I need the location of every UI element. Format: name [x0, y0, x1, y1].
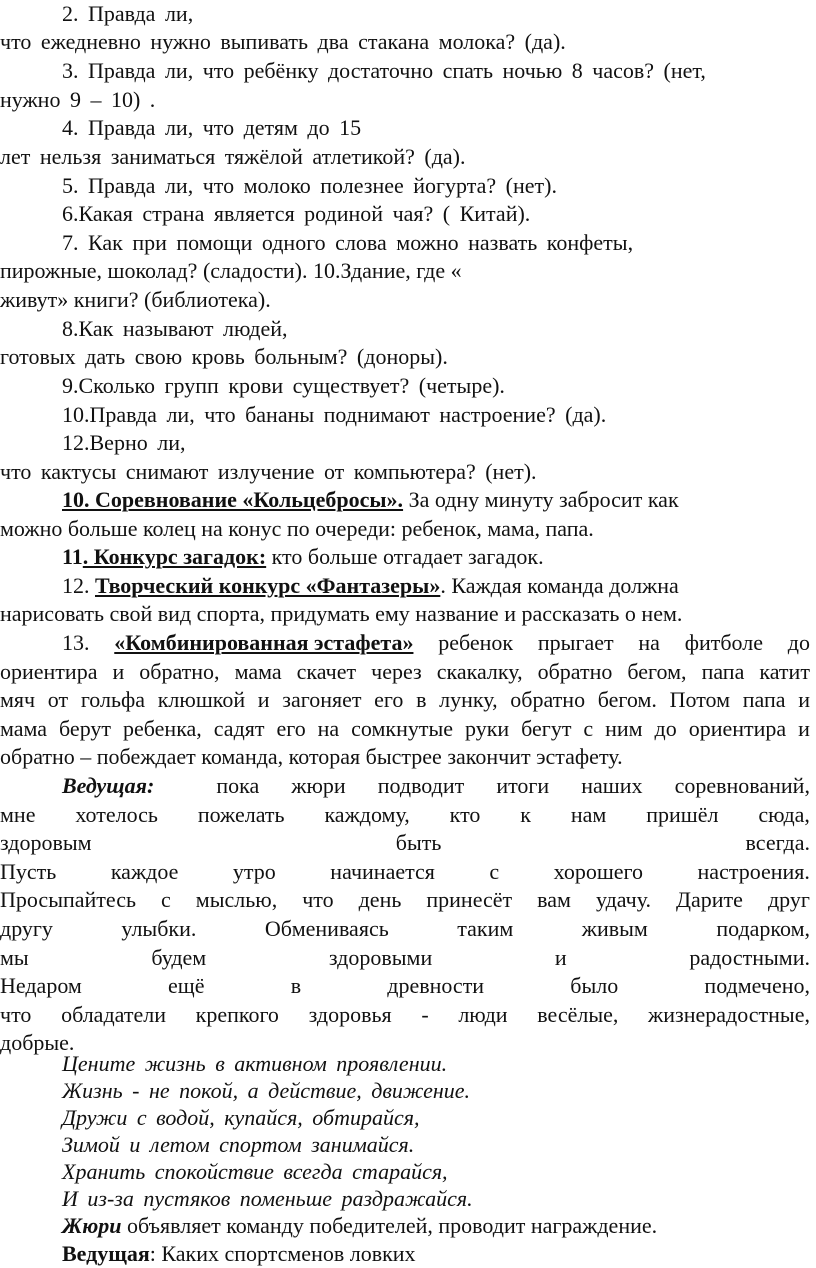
host-word: нам: [570, 802, 607, 827]
host-speech-line-3: [0, 829, 816, 857]
host-word: Дарите: [676, 887, 743, 912]
contest-13-word: и: [257, 687, 270, 712]
contest-13-word: бегом,: [627, 659, 687, 684]
contest-13-word: от: [47, 687, 69, 712]
contest-13-word: клюшкой: [157, 687, 246, 712]
host-word: мы: [0, 945, 29, 970]
host-word: всегда.: [745, 830, 810, 855]
contest-12-line-2: нарисовать свой вид спорта, придумать ему название и рассказать о нем.: [0, 601, 683, 626]
host-word: друг: [767, 887, 810, 912]
host-speech-line-1: [0, 772, 816, 800]
jury-line: [0, 1212, 816, 1240]
host-word: подмечено,: [704, 973, 810, 998]
contest-12-text: . Каждая команда должна: [440, 573, 679, 598]
contest-13-line-2: [0, 658, 816, 686]
question-7-line-3: живут» книги? (библиотека).: [0, 287, 271, 312]
contest-10-line-2: можно больше колец на конус по очереди: ребенок, мама, папа.: [0, 516, 594, 541]
host-word: с: [489, 859, 500, 884]
host-word: и: [554, 945, 567, 970]
host-speech-line-4: [0, 858, 816, 886]
host-word: подводит: [377, 773, 465, 798]
host-label: Ведущая:: [62, 773, 155, 798]
contest-13-word: до: [787, 630, 810, 655]
contest-13-word: обратно: [510, 687, 586, 712]
host-word: мыслью,: [195, 887, 278, 912]
host-word: радостными.: [689, 945, 810, 970]
host-word: Обмениваясь: [264, 916, 389, 941]
host-word: наших: [581, 773, 643, 798]
host-word: жюри: [291, 773, 346, 798]
contest-10-title: 10. Соревнование «Кольцебросы».: [62, 487, 404, 512]
contest-13-word: папа: [701, 659, 745, 684]
contest-13-word: в: [416, 687, 427, 712]
host-speech-line-8: [0, 972, 816, 1000]
contest-13-word: лунку,: [439, 687, 498, 712]
host-word: здоровыми: [328, 945, 433, 970]
question-6: 6.Какая страна является родиной чая? ( Китай).: [62, 201, 531, 226]
contest-12-line-1: [0, 572, 816, 600]
contest-13-word: мама: [0, 716, 48, 741]
contest-13-line-5: обратно – побеждает команда, которая быстрее закончит эстафету.: [0, 744, 623, 769]
host-word: древности: [387, 973, 485, 998]
jury-text: объявляет команду победителей, проводит награждение.: [121, 1213, 658, 1238]
host-word: каждому,: [324, 802, 410, 827]
contest-13-word: сомкнутые: [351, 716, 454, 741]
host-speech-line-2: [0, 801, 816, 829]
question-7-line-1: 7. Как при помощи одного слова можно назвать конфеты,: [62, 230, 634, 255]
contest-13-word: загоняет: [282, 687, 362, 712]
contest-12-number: 12.: [62, 573, 95, 598]
question-3-line-1: 3. Правда ли, что ребёнку достаточно спать ночью 8 часов? (нет,: [62, 58, 706, 83]
contest-13-word: фитболе: [684, 630, 763, 655]
contest-11-line: [0, 543, 816, 571]
host-word: ещё: [168, 973, 205, 998]
contest-13-word: прыгает: [537, 630, 614, 655]
host-word: день: [358, 887, 402, 912]
host-speech-line-7: [0, 944, 816, 972]
host-word: в: [290, 973, 302, 998]
host-word: к: [520, 802, 531, 827]
contest-13-word: обратно: [537, 659, 613, 684]
host-word: крепкого: [195, 1002, 279, 1027]
contest-13-line-1: [0, 629, 816, 657]
contest-13-word: обратно,: [139, 659, 220, 684]
contest-12-title: Творческий конкурс «Фантазеры»: [95, 573, 441, 598]
host-word: принесёт: [426, 887, 513, 912]
question-8-line-1: 8.Как называют людей,: [62, 316, 288, 341]
host-word: что: [302, 887, 334, 912]
host-word: будем: [151, 945, 207, 970]
host-word: хорошего: [553, 859, 644, 884]
question-4-line-2: лет нельзя заниматься тяжёлой атлетикой? (да).: [0, 144, 466, 169]
host-word: -: [421, 1002, 429, 1027]
question-7-line-2: пирожные, шоколад? (сладости). 10.Здание, где «: [0, 258, 462, 283]
host-word: пока: [216, 773, 260, 798]
contest-13-word: до: [654, 716, 677, 741]
contest-13-line-4: [0, 715, 816, 743]
host-speech-line-5: [0, 886, 816, 914]
contest-13-word: на: [317, 716, 340, 741]
contest-13-word: ним: [605, 716, 643, 741]
contest-13-word: его: [374, 687, 404, 712]
question-12-line-2: что кактусы снимают излучение от компьютера? (нет).: [0, 459, 537, 484]
poem-line-1: Цените жизнь в активном проявлении.: [62, 1051, 448, 1076]
host-word: удачу.: [595, 887, 652, 912]
contest-13-word: руки: [465, 716, 510, 741]
host-word: хотелось: [75, 802, 158, 827]
poem-line-3: Дружи с водой, купайся, обтирайся,: [62, 1105, 420, 1130]
contest-13-word: ориентира: [688, 716, 787, 741]
contest-13-number: 13.: [62, 630, 90, 655]
host-word: улыбки.: [121, 916, 197, 941]
question-9: 9.Сколько групп крови существует? (четыре).: [62, 373, 505, 398]
host-word: сюда,: [758, 802, 810, 827]
host-word: весёлые,: [537, 1002, 619, 1027]
jury-label: Жюри: [62, 1213, 122, 1238]
host-word: утро: [232, 859, 276, 884]
question-12-line-1: 12.Верно ли,: [62, 430, 186, 455]
contest-13-title: «Комбинированная эстафета»: [114, 630, 414, 655]
contest-13-word: гольфа: [80, 687, 146, 712]
host-word: Недаром: [0, 973, 82, 998]
host-word: живым: [581, 916, 648, 941]
poem-line-4: Зимой и летом спортом занимайся.: [62, 1132, 415, 1157]
host-word: мне: [0, 802, 36, 827]
host-word: Пусть: [0, 859, 57, 884]
poem-line-6: И из-за пустяков поменьше раздражайся.: [62, 1186, 473, 1211]
host-word: Просыпайтесь: [0, 887, 137, 912]
question-10: 10.Правда ли, что бананы поднимают настроение? (да).: [62, 402, 607, 427]
contest-10-text: За одну минуту забросит как: [403, 487, 679, 512]
host-word: жизнерадостные,: [648, 1002, 810, 1027]
host-speech-line-10: добрые.: [0, 1030, 75, 1055]
contest-11-title: . Конкурс загадок:: [82, 544, 267, 569]
host-word: люди: [458, 1002, 508, 1027]
poem-line-2: Жизнь - не покой, а действие, движение.: [62, 1078, 471, 1103]
contest-13-word: через: [371, 659, 422, 684]
host-word: каждое: [110, 859, 179, 884]
host-word: итоги: [496, 773, 550, 798]
poem-line-5: Хранить спокойствие всегда старайся,: [62, 1159, 448, 1184]
question-2-line-2: что ежедневно нужно выпивать два стакана молока? (да).: [0, 29, 566, 54]
host-word: другу: [0, 916, 53, 941]
contest-13-word: и: [798, 716, 810, 741]
host-word: пришёл: [646, 802, 719, 827]
host-speech-line-9: [0, 1001, 816, 1029]
contest-13-word: ребенка,: [122, 716, 202, 741]
host-word: что: [0, 1002, 32, 1027]
contest-13-word: мама: [234, 659, 282, 684]
contest-13-word: его: [276, 716, 306, 741]
contest-13-word: берут: [59, 716, 112, 741]
contest-13-word: Потом: [669, 687, 731, 712]
question-8-line-2: готовых дать свою кровь больным? (доноры).: [0, 344, 448, 369]
contest-13-word: ребенок: [438, 630, 514, 655]
contest-13-word: с: [583, 716, 594, 741]
host-word: настроения.: [697, 859, 810, 884]
contest-11-number: 11: [62, 544, 83, 569]
question-2-line-1: 2. Правда ли,: [62, 1, 194, 26]
contest-13-word: ориентира: [0, 659, 98, 684]
host-word: обладатели: [61, 1002, 166, 1027]
question-5: 5. Правда ли, что молоко полезнее йогурта? (нет).: [62, 173, 557, 198]
question-4-line-1: 4. Правда ли, что детям до 15: [62, 115, 362, 140]
contest-13-line-3: [0, 686, 816, 714]
contest-11-text: кто больше отгадает загадок.: [266, 544, 544, 569]
host-word: пожелать: [197, 802, 285, 827]
host-word: вам: [537, 887, 571, 912]
contest-13-word: и: [798, 687, 810, 712]
host-word: таким: [457, 916, 514, 941]
contest-13-word: бегут: [521, 716, 572, 741]
contest-13-word: папа: [742, 687, 786, 712]
host-word: здоровья: [308, 1002, 392, 1027]
host-word: быть: [395, 830, 442, 855]
contest-13-word: и: [112, 659, 125, 684]
host-word: кто: [449, 802, 481, 827]
host-closing-line: [0, 1240, 816, 1268]
contest-13-word: катит: [759, 659, 810, 684]
contest-13-word: скачет: [296, 659, 357, 684]
contest-13-word: садят: [213, 716, 265, 741]
host-word: подарком,: [716, 916, 810, 941]
host-word: с: [161, 887, 171, 912]
host-word: начинается: [330, 859, 435, 884]
host-speech-line-6: [0, 915, 816, 943]
host-word: было: [570, 973, 619, 998]
contest-10-line-1: [0, 486, 816, 514]
host-closing-label: Ведущая: [62, 1241, 150, 1266]
contest-13-word: на: [638, 630, 660, 655]
contest-13-word: бегом.: [597, 687, 657, 712]
question-3-line-2: нужно 9 – 10) .: [0, 87, 156, 112]
host-word: здоровым: [0, 830, 92, 855]
host-word: соревнований,: [674, 773, 810, 798]
contest-13-word: мяч: [0, 687, 36, 712]
contest-13-word: скакалку,: [436, 659, 523, 684]
host-closing-text: : Каких спортсменов ловких: [149, 1241, 416, 1266]
